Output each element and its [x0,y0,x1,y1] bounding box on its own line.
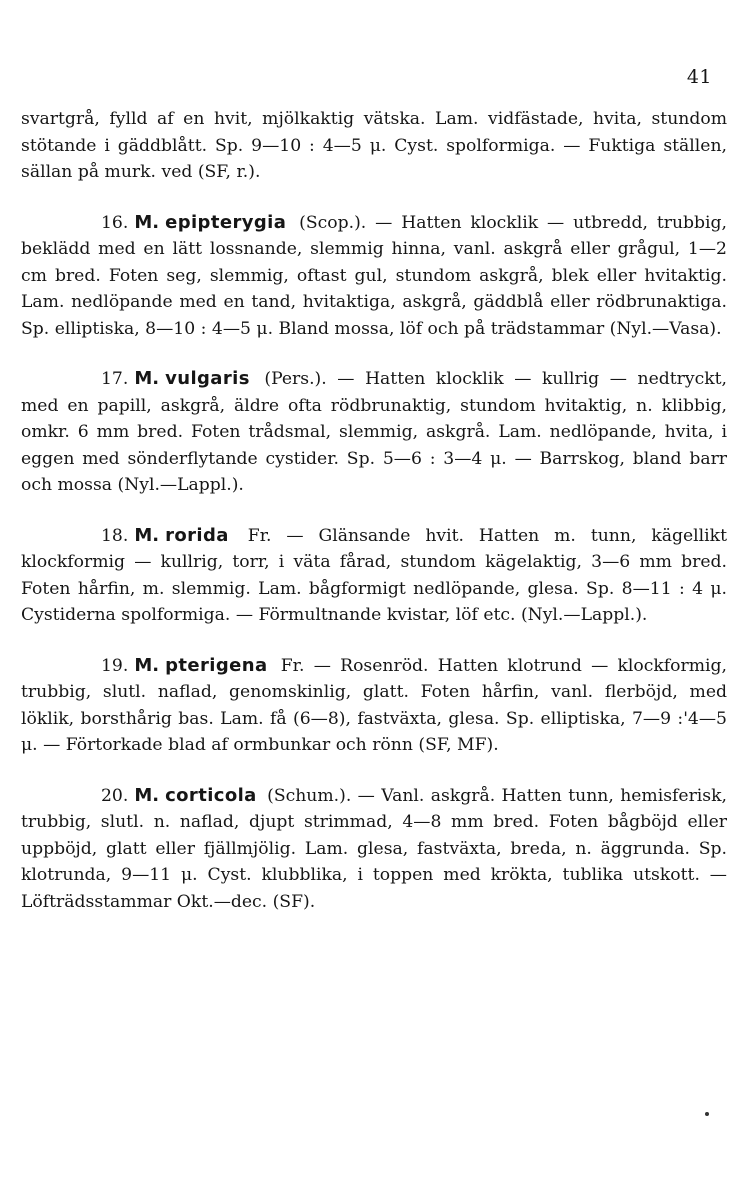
species-entry-17 [21,366,727,499]
document-body [21,106,727,915]
paragraph-gap [21,186,727,210]
species-entry-16 [21,210,727,343]
genus-abbrev: M. [134,654,160,676]
entry-description: (Pers.). — Hatten klocklik — kullrig — nedtryckt, med en papill, askgrå, äldre ofta rödbrunaktig, stundom hvitaktig, n. klibbig, omkr. 6 mm bred. Foten trådsmal, slemmig, askgrå. Lam. nedlöpande, hvita, i eggen med sönderflytande cystider. Sp. 5—6 : 3—4 μ. — Barrskog, bland barr och mossa (Nyl.—Lappl.). [21,369,727,495]
species-name: corticola [165,784,257,806]
entry-number: 18. [101,525,129,546]
entry-description: (Schum.). — Vanl. askgrå. Hatten tunn, hemisferisk, trubbig, slutl. n. naflad, djupt strimmad, 4—8 mm bred. Foten bågböjd eller uppböjd, glatt eller fjällmjölig. Lam. glesa, fastväxta, breda, n. äggrunda. Sp. klotrunda, 9—11 μ. Cyst. klubblika, i toppen med krökta, tublika utskott. — Löfträdsstammar Okt.—dec. (SF). [21,785,727,912]
entry-number: 19. [101,655,129,676]
entry-number: 16. [101,212,129,233]
species-entry-18 [21,523,727,629]
page-number: 41 [686,66,712,88]
entry-description: (Scop.). — Hatten klocklik — utbredd, trubbig, beklädd med en lätt lossnande, slemmig hinna, vanl. askgrå eller grågul, 1—2 cm bred. Foten seg, slemmig, oftast gul, stundom askgrå, blek eller hvitaktig. Lam. nedlöpande med en tand, hvitaktiga, askgrå, gäddblå eller rödbrunaktiga. Sp. elliptiska, 8—10 : 4—5 μ. Bland mossa, löf och på trädstammar (Nyl.—Vasa). [21,212,727,339]
genus-abbrev: M. [134,368,160,389]
entry-number: 20. [101,785,129,806]
genus-abbrev: M. [134,524,160,546]
paragraph-gap [21,342,727,366]
species-name: vulgaris [165,368,250,389]
species-name: epipterygia [165,211,287,233]
species-name: rorida [165,524,229,546]
species-name: pterigena [165,654,268,676]
entry-description: Fr. — Rosenröd. Hatten klotrund — klockformig, trubbig, slutl. naflad, genomskinlig, glatt. Foten hårfin, vanl. flerböjd, med löklik, borsthårig bas. Lam. få (6—8), fastväxta, glesa. Sp. elliptiska, 7—9 :'4—5 μ. — Förtorkade blad af ormbunkar och rönn (SF, MF). [21,655,727,755]
species-entry-20 [21,783,727,916]
continuation-paragraph: svartgrå, fylld af en hvit, mjölkaktig vätska. Lam. vidfästade, hvita, stundom stötande i gäddblått. Sp. 9—10 : 4—5 μ. Cyst. spolformiga. — Fuktiga ställen, sällan på murk. ved (SF, r.). [21,109,727,182]
entry-number: 17. [101,369,129,389]
genus-abbrev: M. [134,211,160,233]
entry-description: Fr. — Glänsande hvit. Hatten m. tunn, kägellikt klockformig — kullrig, torr, i väta fårad, stundom kägelaktig, 3—6 mm bred. Foten hårfin, m. slemmig. Lam. bågformigt nedlöpande, glesa. Sp. 8—11 : 4 μ. Cystiderna spolformiga. — Förmultnande kvistar, löf etc. (Nyl.—Lappl.). [21,525,727,625]
paragraph-gap [21,759,727,783]
paragraph-gap [21,499,727,523]
stray-dot-mark [705,1112,709,1116]
genus-abbrev: M. [134,784,160,806]
species-entry-19 [21,653,727,759]
paragraph-gap [21,629,727,653]
